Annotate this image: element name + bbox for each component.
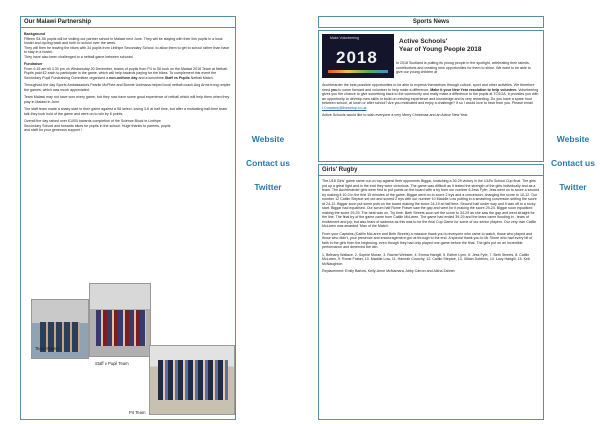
rugby-replacements: Replacement: Emily Barlow, Kelly-Anne McNamara, Abby Carron and Aisha Zahner xyxy=(322,269,455,273)
bg-paragraph-2: They will then be leaving the bikes with 34 pupils from Linthipe Secondary School, to allow them to get to school rather than have to stay in a hostel. xyxy=(24,45,230,54)
contact-link-left[interactable]: Contact us xyxy=(246,158,290,168)
volunteering-banner xyxy=(322,34,394,78)
rugby-title: Girls' Rugby xyxy=(319,165,543,176)
team-malawi-caption: Team Malawi xyxy=(35,346,60,351)
p4-team-photo xyxy=(149,345,235,415)
paragraph-staff-team: The staff team made a shaky start to their game against a S6 select, losing 3-6 at half time, but after a motivating half-time team talk they took hold of the game and went on to win by 6 points. xyxy=(24,107,228,116)
contact-link-right[interactable]: Contact us xyxy=(551,158,595,168)
paragraph-team-malawi: Team Malawi may not have won every game, but they now have some good experience of netball which will help them when they play in Malawi in June. xyxy=(24,95,230,104)
website-link-left[interactable]: Website xyxy=(251,134,285,144)
bg-paragraph-3: They have also been challenged to a netball game between schools! xyxy=(24,54,134,59)
rugby-team-list: 1. Bethany Wallace, 2. Sophie Moran, 3. Rachel Webster, 4. Emma Hartgill, 5. Esther Lynn, 6. Jess Fyfe, 7. Beth Streets, 8. Caitlin McLaren, 9. Rome Fraser, 10. Maddie Low, 11. Hannah Courchy, 12. Caitlin Steptoe, 13. Gillian Dobbins, 14. Lucy Hartgill, 15. Keti McNaughton xyxy=(322,252,530,266)
website-link-right[interactable]: Website xyxy=(556,134,590,144)
malawi-body xyxy=(21,28,235,133)
banner-caption: Make Volunteering xyxy=(330,36,359,40)
fundraiser-heading: Fundraiser xyxy=(24,62,43,66)
malawi-title: Our Malawi Partnership xyxy=(21,17,235,28)
rugby-body xyxy=(319,176,543,274)
paragraph-overall: Overall the day raised over £1000 towards completion of the Science Block in Linthipe Secondary School and towards bikes for pupils in the school. Huge thanks to parents, pupils and staff for your generous support ! xyxy=(24,119,171,132)
fund-paragraph-2: Pupils paid £2 each to participate in the game, which will help towards paying for the bikes. To complement this event the Secondary Pupil Fundraising Committee organised a non-uniform day and a lunchtime Staff vs Pupils Netball Match. xyxy=(24,71,217,80)
active-schools-panel xyxy=(318,30,544,162)
active-schools-title: Active Schools' Year of Young People 2018 xyxy=(399,38,482,53)
banner-year: 2018 xyxy=(336,48,378,67)
girls-rugby-panel xyxy=(318,164,544,420)
sports-news-header xyxy=(318,16,544,28)
twitter-link-left[interactable]: Twitter xyxy=(254,182,282,192)
bg-paragraph-1: Fifteen S4-S6 pupils will be visiting our partner school in Malawi next June. They will be staying with their link pupils in a local hostel and cycling back and forth to school over the week. xyxy=(24,36,223,45)
rugby-paragraph-1: The U18 Girls' game came out on top against their opponents Biggar, snatching a 39-29 victory in the U18's School Cup final. The girls put up a great fight and in the end they were victorious. The game was difficult as it tested the strength of the girls individually and as a team. The Auchterarder girls were first to put points on the board with a try from our number 6 Jess Fyfe; Jess went on to score a second try making it 10-0 in the first 15 minutes of the game. Biggar went on to score 2 trys and a conversion, changing the score to 10-12. Our number 12 Caitlin Steptoe set out and scored 2 trys with our number 10 Maddie Low putting in a smashing conversion setting the score at 24-12. Biggar soon put some puts on the board making the score 24-19 at half time. Second half under way and it was off to a rocky start. Biggar had equalised. Our scrum half Rome Fraser saw the gap and went for it making the score 29-24. Biggar soon equalised making the score 29-29. The heat was on. Try time. Beth Streets soon set the score to 34-29 as she saw the gap and went straight for the line. The final try of the game came from Caitlin McLaren. The game had ended 39-29 and the tears came flooding in - tears of excitement and joy, but also tears of sadness as this was to be the final Cup Game for some of our senior players. Our very own Caitlin McLaren was awarded 'Man of the Match'. xyxy=(322,179,540,228)
malawi-panel xyxy=(20,16,236,420)
background-heading: Background xyxy=(24,32,45,36)
ay-body xyxy=(319,83,544,121)
twitter-link-right[interactable]: Twitter xyxy=(559,182,587,192)
rugby-paragraph-2: From your Captains (Caitlin McLaren and Beth Streets) a massive thank you to everyone who came to watch, those who played and those who didn't, your presence and encouragement got us through to the end. A special thank you to Mr Shore who had every bit of faith in the girls from the beginning, even though they had only played one game before the final. The girls put on an incredible performance and deserved the win. xyxy=(322,231,533,249)
sports-news-title: Sports News xyxy=(412,19,450,25)
fund-paragraph-1: From 9.15 am till 3.30 pm on Wednesday 20 December, teams of pupils from P4 to S6 took on the Malawi 2018 Team at Netball. xyxy=(24,66,229,71)
p4-team-caption: P4 Team xyxy=(129,410,146,415)
ay-paragraph-3: Active Schools would like to wish everyone a very Merry Christmas and an Active New Year. xyxy=(322,113,469,117)
ay-intro: In 2018 Scotland is putting its young people in the spotlight, celebrating their talents, contributions and creating new opportunities for them to shine. We want to be able to give our young children at xyxy=(396,61,531,74)
ay-paragraph-2: Auchterarder the best possible opportunities to be able to express themselves through culture, sport and other activities. We therefore need you to come forward and volunteer to help make a difference. Make it your New Year resolution to help volunteer. Volunteering gives you the chance to give something back to the community and really make a difference to the pupils at TCSOA. It provides you with an opportunity to develop new skills or build on existing experience and knowledge and is very rewarding. Do you have a spare hour between school, at lunch or after school? Are you motivated and enjoy a challenge? If so I would love to hear from you. Please email LCmackey@livesetup.co.uk xyxy=(322,83,539,110)
staff-pupil-photo xyxy=(89,283,151,357)
staff-pupil-caption: Staff v Pupil Team xyxy=(95,361,129,366)
email-link[interactable]: LCmackey@livesetup.co.uk xyxy=(322,105,367,110)
paragraph-ambassadors: Throughout the day Sports Ambassadors Fearlin McPhee and Bonnie Uwimana helped local netball coach Ang Arms trong umpire the games, which was much appreciated. xyxy=(24,83,231,92)
